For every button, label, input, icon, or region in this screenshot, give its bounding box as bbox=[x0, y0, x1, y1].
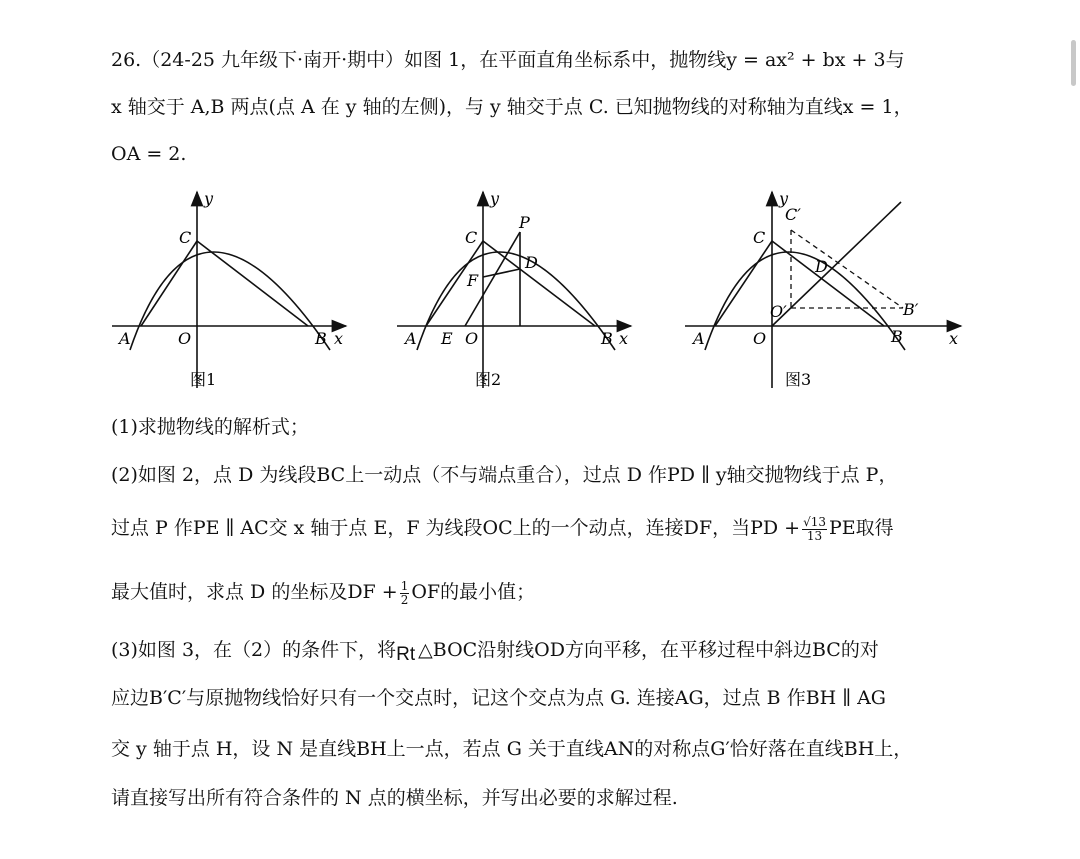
problem-line-3: OA = 2. bbox=[111, 143, 187, 165]
figure-1-caption: 图1 bbox=[190, 370, 217, 389]
label-b: B bbox=[315, 329, 327, 348]
segment-ac bbox=[715, 241, 772, 326]
label-x: x bbox=[619, 329, 629, 348]
label-c-prime: C′ bbox=[785, 205, 801, 224]
label-o-prime: O′ bbox=[770, 302, 787, 321]
label-y: y bbox=[779, 189, 789, 208]
problem-line-1: 26.（24-25 九年级下·南开·期中）如图 1，在平面直角坐标系中，抛物线y = ax² + bx + 3与 bbox=[111, 49, 905, 71]
label-c: C bbox=[753, 228, 766, 247]
figure-2-caption: 图2 bbox=[475, 370, 502, 389]
question-3-line-1 bbox=[111, 636, 879, 665]
label-b-prime: B′ bbox=[903, 300, 919, 319]
label-d: D bbox=[525, 253, 538, 272]
label-y: y bbox=[204, 189, 214, 208]
label-a: A bbox=[119, 329, 131, 348]
question-2-line-3-pre: 最大值时，求点 D 的坐标及DF + bbox=[111, 581, 398, 603]
segment-ac bbox=[141, 241, 197, 326]
segment-bc bbox=[483, 241, 595, 326]
scrollbar[interactable] bbox=[1071, 40, 1076, 86]
rt-symbol: Rt bbox=[396, 644, 416, 665]
label-b: B bbox=[601, 329, 613, 348]
fraction-numerator: √13 bbox=[803, 514, 826, 529]
label-o: O bbox=[178, 329, 192, 348]
question-2-line-2-pre: 过点 P 作PE ∥ AC交 x 轴于点 E，F 为线段OC上的一个动点，连接DF，当PD + bbox=[111, 517, 801, 539]
figure-3 bbox=[681, 180, 971, 399]
segment-bc bbox=[197, 241, 308, 326]
figure-1-graph bbox=[108, 180, 358, 395]
fraction-numerator: 1 bbox=[400, 578, 409, 593]
question-3-line-4: 请直接写出所有符合条件的 N 点的横坐标，并写出必要的求解过程. bbox=[111, 787, 678, 809]
fraction-denominator: 2 bbox=[400, 592, 409, 607]
label-x: x bbox=[949, 329, 959, 348]
figure-2-graph bbox=[393, 180, 643, 395]
label-c: C bbox=[465, 228, 478, 247]
figure-2 bbox=[393, 180, 643, 399]
question-2-line-2-post: PE取得 bbox=[829, 517, 894, 539]
problem-line-2: x 轴交于 A,B 两点(点 A 在 y 轴的左侧)，与 y 轴交于点 C. 已知抛物线的对称轴为直线x = 1， bbox=[111, 96, 913, 118]
label-y: y bbox=[490, 189, 500, 208]
label-f: F bbox=[467, 271, 479, 290]
label-c: C bbox=[179, 228, 192, 247]
label-o: O bbox=[465, 329, 479, 348]
label-b: B bbox=[891, 327, 903, 346]
label-o: O bbox=[753, 329, 767, 348]
question-2-line-3 bbox=[111, 578, 535, 607]
figure-3-caption: 图3 bbox=[785, 370, 812, 389]
label-a: A bbox=[405, 329, 417, 348]
fraction-one-half bbox=[400, 580, 410, 607]
question-3-line-1-pre: (3)如图 3，在（2）的条件下，将 bbox=[111, 639, 397, 661]
question-2-line-2 bbox=[111, 514, 894, 543]
label-d: D bbox=[815, 257, 828, 276]
segment-df bbox=[483, 269, 520, 277]
question-3-line-3: 交 y 轴于点 H，设 N 是直线BH上一点，若点 G 关于直线AN的对称点G′恰好落在直线BH上， bbox=[111, 738, 913, 760]
fraction-denominator: 13 bbox=[806, 528, 823, 543]
figure-1 bbox=[108, 180, 358, 399]
question-2-line-3-post: OF的最小值； bbox=[411, 581, 536, 603]
label-p: P bbox=[519, 213, 530, 232]
figure-3-graph bbox=[681, 180, 971, 395]
fraction-sqrt13-over-13 bbox=[802, 516, 827, 543]
question-3-line-1-post: △BOC沿射线OD方向平移，在平移过程中斜边BC的对 bbox=[418, 639, 879, 661]
label-e: E bbox=[441, 329, 453, 348]
label-a: A bbox=[693, 329, 705, 348]
question-3-line-2: 应边B′C′与原抛物线恰好只有一个交点时，记这个交点为点 G. 连接AG，过点 B 作BH ∥ AG bbox=[111, 687, 886, 709]
question-2-line-1: (2)如图 2，点 D 为线段BC上一动点（不与端点重合），过点 D 作PD ∥ y轴交抛物线于点 P， bbox=[111, 464, 898, 486]
label-x: x bbox=[334, 329, 344, 348]
question-1: (1)求抛物线的解析式； bbox=[111, 416, 309, 438]
